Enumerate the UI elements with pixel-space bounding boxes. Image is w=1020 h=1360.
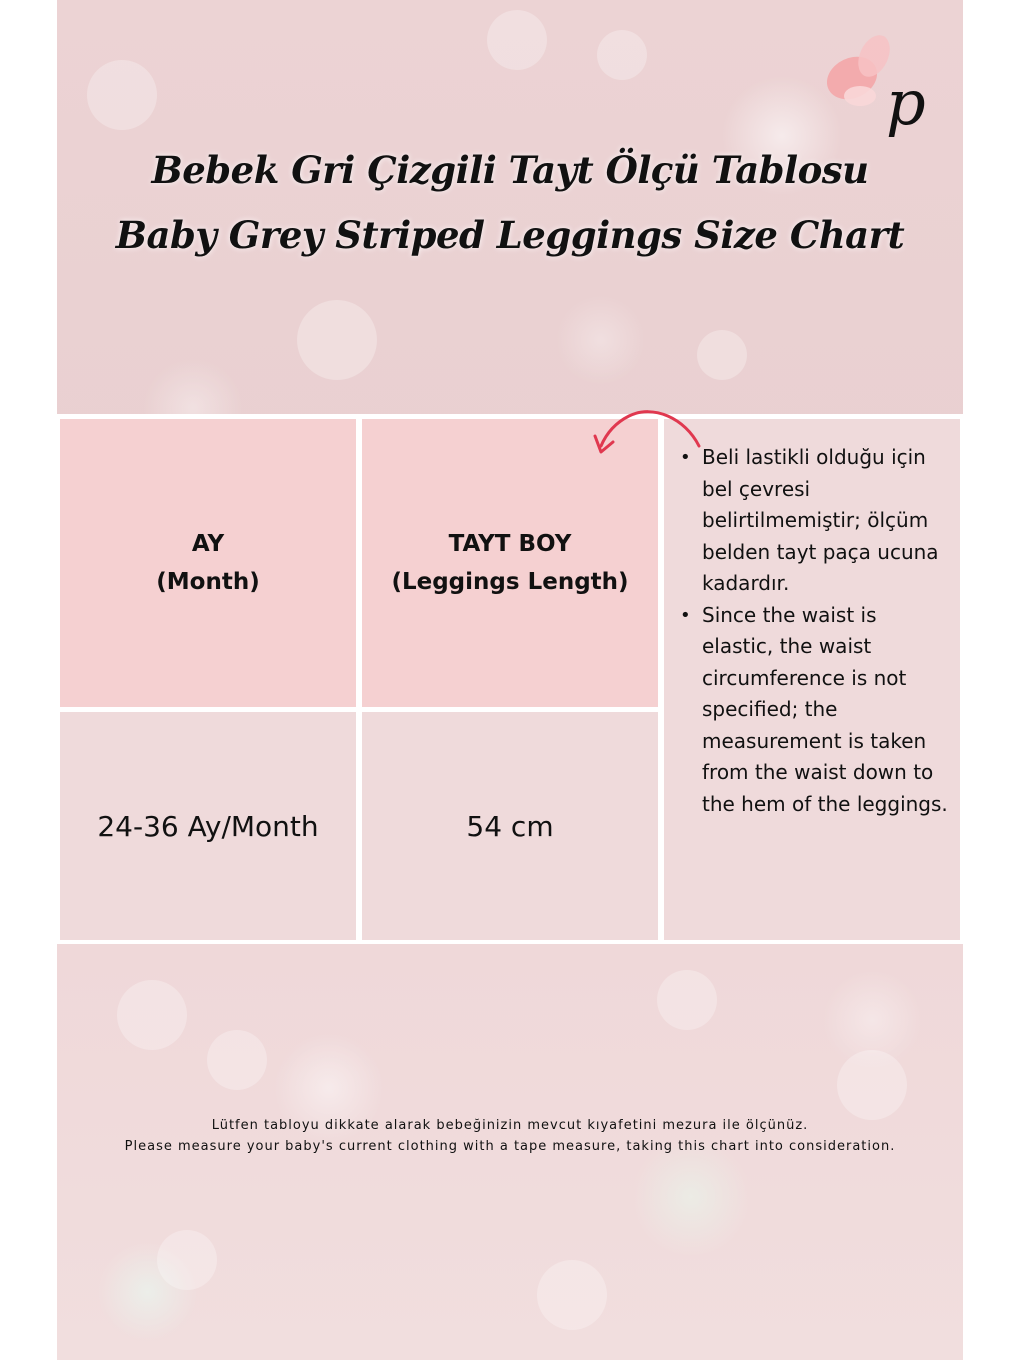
header-label: AY (191, 531, 225, 557)
curved-arrow-icon (593, 406, 703, 458)
logo-letter: p (886, 66, 926, 139)
size-table (57, 414, 963, 944)
header-label: TAYT BOY (448, 531, 572, 557)
bokeh-decoration (157, 1230, 217, 1290)
note-item-turkish: • Beli lastikli olduğu için bel çevresi belirtilmemiştir; ölçüm belden tayt paça ucuna kadardır. (702, 442, 952, 600)
bokeh-decoration (657, 970, 717, 1030)
bokeh-decoration (837, 1050, 907, 1120)
bokeh-decoration (537, 1260, 607, 1330)
butterfly-icon (820, 30, 896, 107)
footer-note-turkish: Lütfen tabloyu dikkate alarak bebeğinizin mevcut kıyafetini mezura ile ölçünüz. (211, 1118, 809, 1133)
footer-note-english: Please measure your baby's current clothing with a tape measure, taking this chart into consideration. (124, 1139, 896, 1154)
notes-list (702, 442, 952, 820)
notes-panel (664, 419, 960, 940)
bokeh-decoration (87, 60, 157, 130)
header-sublabel: (Leggings Length) (391, 569, 629, 595)
bokeh-decoration (487, 10, 547, 70)
page-title-english: Baby Grey Striped Leggings Size Chart (115, 213, 905, 257)
table-header-month (60, 419, 356, 707)
bokeh-decoration (597, 30, 647, 80)
table-header-length (362, 419, 658, 707)
note-item-english: • Since the waist is elastic, the waist circumference is not specified; the measurement is taken from the waist down to the hem of the leggings. (702, 600, 952, 821)
header-sublabel: (Month) (156, 569, 260, 595)
bokeh-decoration (697, 330, 747, 380)
brand-logo (812, 28, 932, 140)
page-title-turkish: Bebek Gri Çizgili Tayt Ölçü Tablosu (151, 148, 869, 192)
table-cell-length: 54 cm (362, 712, 658, 940)
table-cell-age: 24-36 Ay/Month (60, 712, 356, 940)
bokeh-decoration (297, 300, 377, 380)
bokeh-decoration (207, 1030, 267, 1090)
size-chart-page (57, 0, 963, 1360)
bokeh-decoration (117, 980, 187, 1050)
